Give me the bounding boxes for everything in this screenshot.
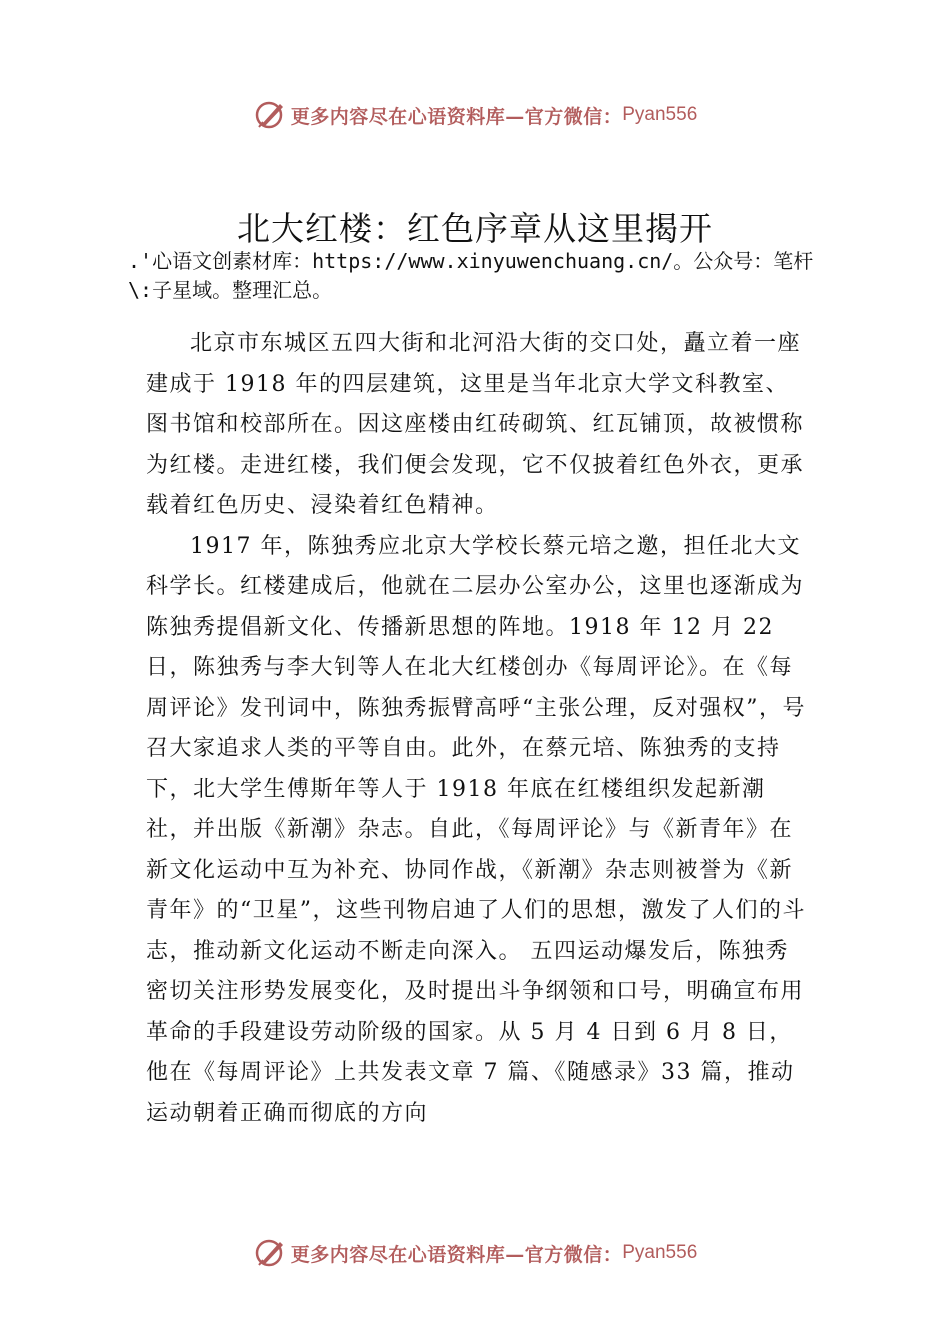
banner-wechat-handle: Pyan556	[622, 104, 698, 125]
quill-logo-icon	[253, 1236, 287, 1270]
paragraph: 北京市东城区五四大街和北河沿大街的交口处，矗立着一座建成于 1918 年的四层建筑，这里是当年北京大学文科教室、图书馆和校部所在。因这座楼由红砖砌筑、红瓦铺顶，故被惯称为红楼。走进红楼，我们便会发现，它不仅披着红色外衣，更承载着红色历史、浸染着红色精神。	[146, 331, 805, 518]
banner-text: 更多内容尽在心语资料库—官方微信：	[290, 1243, 623, 1266]
header-banner	[0, 95, 950, 135]
article-title: 北大红楼：红色序章从这里揭开	[237, 209, 713, 248]
banner-text: 更多内容尽在心语资料库—官方微信：	[290, 105, 623, 128]
paragraph: 1917 年，陈独秀应北京大学校长蔡元培之邀，担任北大文科学长。红楼建成后，他就在二层办公室办公，这里也逐渐成为陈独秀提倡新文化、传播新思想的阵地。1918 年 12 月 22 日，陈独秀与李大钊等人在北大红楼创办《每周评论》。在《每周评论》发刊词中，陈独秀振臂高呼“主张公理，反对强权”，号召大家追求人类的平等自由。此外，在蔡元培、陈独秀的支持下，北大学生傅斯年等人于 1918 年底在红楼组织发起新潮社，并出版《新潮》杂志。自此，《每周评论》与《新青年》在新文化运动中互为补充、协同作战，《新潮》杂志则被誉为《新青年》的“卫星”，这些刊物启迪了人们的思想，激发了人们的斗志，推动新文化运动不断走向深入。 五四运动爆发后，陈独秀密切关注形势发展变化，及时提出斗争纲领和口号，明确宣布用革命的手段建设劳动阶级的国家。从 5 月 4 日到 6 月 8 日，他在《每周评论》上共发表文章 7 篇、《随感录》33 篇，推动运动朝着正确而彻底的方向	[146, 533, 806, 1126]
banner-wechat-handle: Pyan556	[622, 1242, 698, 1263]
quill-logo-icon	[253, 98, 287, 132]
article-body	[146, 324, 806, 1134]
source-note: .'心语文创素材库：https://www.xinyuwenchuang.cn/。公众号：笔杆\:子星域。整理汇总。	[128, 249, 814, 302]
footer-banner	[0, 1233, 950, 1273]
